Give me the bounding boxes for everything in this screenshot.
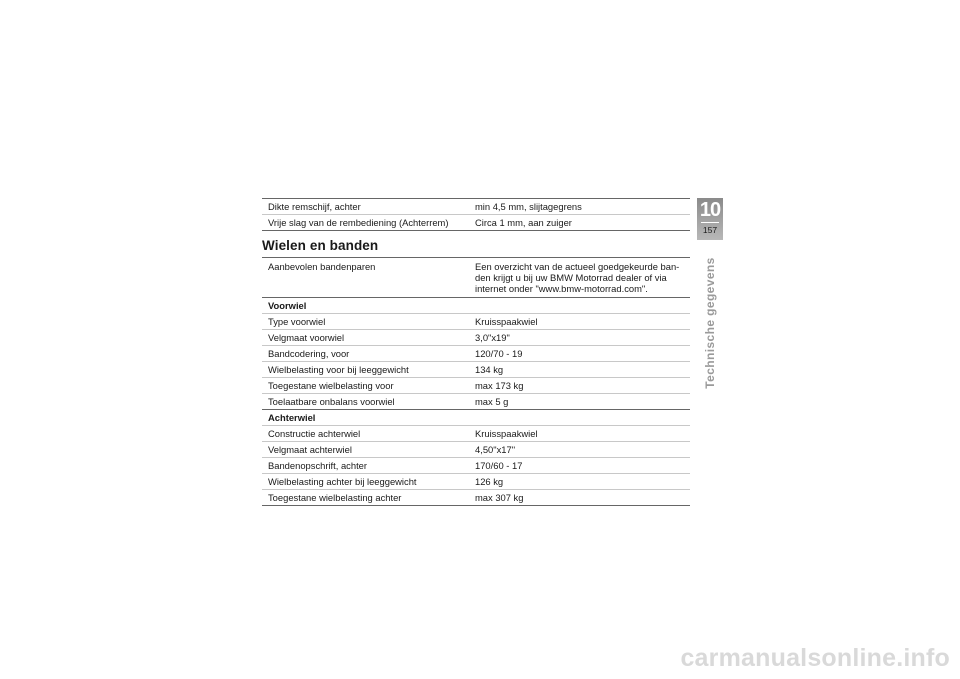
chapter-tab [697,198,723,240]
row-label: Constructie achterwiel [262,426,469,442]
table-row [262,330,690,346]
group-heading-row [262,298,690,314]
row-value: min 4,5 mm, slijtagegrens [469,199,690,215]
group-heading-row [262,410,690,426]
table-row [262,199,690,215]
note-line: den krijgt u bij uw BMW Motorrad dealer of via [475,272,667,283]
row-label: Type voorwiel [262,314,469,330]
row-value: 134 kg [469,362,690,378]
row-value: 126 kg [469,474,690,490]
note-line: internet onder "www.bmw-motorrad.com". [475,283,648,294]
table-row [262,490,690,506]
table-row [262,378,690,394]
note-line: Een overzicht van de actueel goedgekeurde ban- [475,261,680,272]
row-label: Wielbelasting achter bij leeggewicht [262,474,469,490]
group-heading: Achterwiel [262,410,690,426]
row-label: Toegestane wielbelasting achter [262,490,469,506]
brake-table [262,198,690,231]
row-label: Velgmaat voorwiel [262,330,469,346]
table-row [262,314,690,330]
chapter-number: 10 [699,199,721,221]
group-heading: Voorwiel [262,298,690,314]
table-row [262,426,690,442]
table-row [262,458,690,474]
table-row [262,442,690,458]
row-label: Bandcodering, voor [262,346,469,362]
row-label: Toegestane wielbelasting voor [262,378,469,394]
row-value: Kruisspaakwiel [469,314,690,330]
wheels-table [262,257,690,506]
chapter-divider [701,222,719,223]
row-label: Dikte remschijf, achter [262,199,469,215]
row-value: Kruisspaakwiel [469,426,690,442]
row-value: 120/70 - 19 [469,346,690,362]
row-value: Circa 1 mm, aan zuiger [469,215,690,231]
row-value: 170/60 - 17 [469,458,690,474]
table-row [262,362,690,378]
row-label: Vrije slag van de rembediening (Achterrem) [262,215,469,231]
row-label: Bandenopschrift, achter [262,458,469,474]
row-value [469,258,690,298]
row-value: 3,0"x19" [469,330,690,346]
table-row [262,394,690,410]
row-label: Toelaatbare onbalans voorwiel [262,394,469,410]
table-row [262,474,690,490]
table-row [262,258,690,298]
watermark: carmanualsonline.info [680,644,950,672]
table-row [262,346,690,362]
row-value: max 173 kg [469,378,690,394]
table-row [262,215,690,231]
section-title: Wielen en banden [262,238,379,253]
row-value: max 5 g [469,394,690,410]
row-label: Aanbevolen bandenparen [262,258,469,298]
row-value: 4,50"x17" [469,442,690,458]
page-content [262,198,690,506]
chapter-side-title: Technische gegevens [703,257,717,389]
row-value: max 307 kg [469,490,690,506]
row-label: Wielbelasting voor bij leeggewicht [262,362,469,378]
row-label: Velgmaat achterwiel [262,442,469,458]
page-number: 157 [702,225,718,235]
